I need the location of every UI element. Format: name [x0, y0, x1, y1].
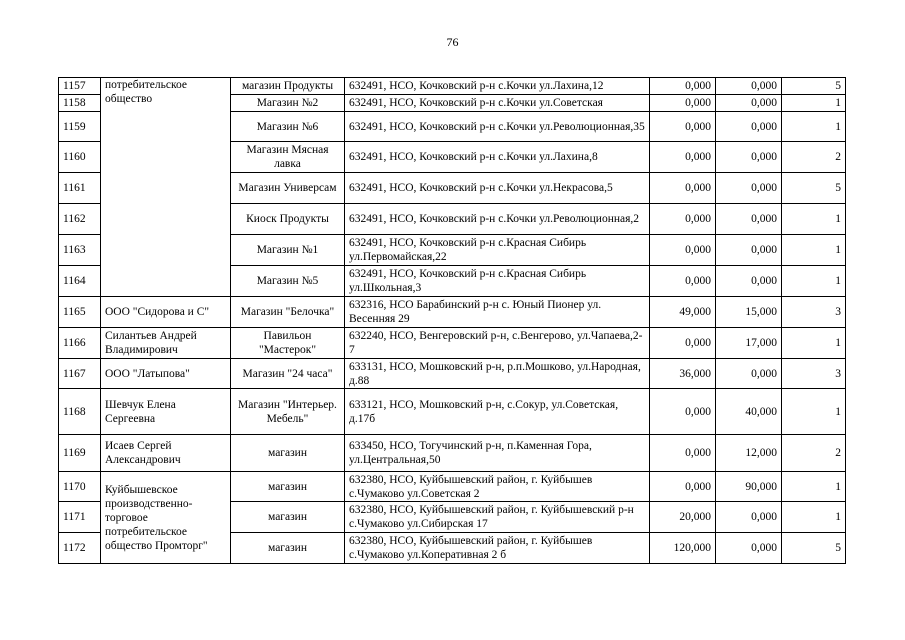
- address-cell: 632491, НСО, Кочковский р-н с.Красная Сибирь ул.Школьная,3: [345, 266, 650, 297]
- value-cell-2: 0,000: [716, 235, 782, 266]
- value-cell-2: 0,000: [716, 173, 782, 204]
- value-cell-1: 0,000: [650, 204, 716, 235]
- table-row: [59, 328, 846, 359]
- value-cell-1: 0,000: [650, 328, 716, 359]
- count-cell: 1: [782, 389, 846, 435]
- address-cell: 632240, НСО, Венгеровский р-н, с.Венгерово, ул.Чапаева,2-7: [345, 328, 650, 359]
- object-cell: магазин: [231, 472, 345, 502]
- address-cell: 632380, НСО, Куйбышевский район, г. Куйбышев с.Чумаково ул.Советская 2: [345, 472, 650, 502]
- value-cell-2: 12,000: [716, 435, 782, 472]
- object-cell: Магазин Универсам: [231, 173, 345, 204]
- address-cell: 632491, НСО, Кочковский р-н с.Красная Сибирь ул.Первомайская,22: [345, 235, 650, 266]
- object-cell: Магазин №1: [231, 235, 345, 266]
- value-cell-1: 49,000: [650, 297, 716, 328]
- value-cell-1: 0,000: [650, 235, 716, 266]
- value-cell-1: 20,000: [650, 502, 716, 533]
- count-cell: 3: [782, 359, 846, 389]
- object-cell: магазин: [231, 533, 345, 564]
- count-cell: 5: [782, 173, 846, 204]
- address-cell: 632380, НСО, Куйбышевский район, г. Куйбышев с.Чумаково ул.Коперативная 2 б: [345, 533, 650, 564]
- count-cell: 3: [782, 297, 846, 328]
- value-cell-1: 0,000: [650, 112, 716, 142]
- count-cell: 1: [782, 266, 846, 297]
- value-cell-2: 90,000: [716, 472, 782, 502]
- value-cell-2: 0,000: [716, 142, 782, 173]
- registry-table: [58, 77, 846, 564]
- row-number: 1172: [59, 533, 101, 564]
- row-number: 1165: [59, 297, 101, 328]
- value-cell-2: 0,000: [716, 78, 782, 95]
- value-cell-1: 0,000: [650, 266, 716, 297]
- address-cell: 633131, НСО, Мошковский р-н, р.п.Мошково, ул.Народная, д.88: [345, 359, 650, 389]
- table-row: [59, 297, 846, 328]
- row-number: 1162: [59, 204, 101, 235]
- address-cell: 632491, НСО, Кочковский р-н с.Кочки ул.Революционная,35: [345, 112, 650, 142]
- row-number: 1158: [59, 95, 101, 112]
- value-cell-2: 40,000: [716, 389, 782, 435]
- address-cell: 632491, НСО, Кочковский р-н с.Кочки ул.Революционная,2: [345, 204, 650, 235]
- address-cell: 632491, НСО, Кочковский р-н с.Кочки ул.Некрасова,5: [345, 173, 650, 204]
- row-number: 1159: [59, 112, 101, 142]
- count-cell: 1: [782, 472, 846, 502]
- row-number: 1164: [59, 266, 101, 297]
- organization-cell: Силантьев Андрей Владимирович: [101, 328, 231, 359]
- table-row: [59, 389, 846, 435]
- value-cell-2: 0,000: [716, 266, 782, 297]
- value-cell-2: 0,000: [716, 502, 782, 533]
- table-row: [59, 435, 846, 472]
- value-cell-2: 0,000: [716, 359, 782, 389]
- object-cell: Павильон "Мастерок": [231, 328, 345, 359]
- table-row: [59, 359, 846, 389]
- value-cell-2: 0,000: [716, 95, 782, 112]
- row-number: 1169: [59, 435, 101, 472]
- object-cell: Магазин №6: [231, 112, 345, 142]
- address-cell: 632316, НСО Барабинский р-н с. Юный Пионер ул. Весенняя 29: [345, 297, 650, 328]
- value-cell-1: 0,000: [650, 173, 716, 204]
- value-cell-2: 17,000: [716, 328, 782, 359]
- object-cell: Магазин "Интерьер. Мебель": [231, 389, 345, 435]
- value-cell-2: 0,000: [716, 533, 782, 564]
- table-row: [59, 472, 846, 502]
- organization-cell: Шевчук Елена Сергеевна: [101, 389, 231, 435]
- object-cell: Магазин №2: [231, 95, 345, 112]
- organization-cell: Исаев Сергей Александрович: [101, 435, 231, 472]
- object-cell: Магазин "24 часа": [231, 359, 345, 389]
- value-cell-2: 0,000: [716, 204, 782, 235]
- count-cell: 2: [782, 142, 846, 173]
- row-number: 1170: [59, 472, 101, 502]
- object-cell: Магазин "Белочка": [231, 297, 345, 328]
- organization-cell: Куйбышевское производственно-торговое потребительское общество Промторг": [101, 472, 231, 564]
- object-cell: магазин: [231, 435, 345, 472]
- count-cell: 1: [782, 95, 846, 112]
- value-cell-1: 0,000: [650, 95, 716, 112]
- address-cell: 632491, НСО, Кочковский р-н с.Кочки ул.Советская: [345, 95, 650, 112]
- address-cell: 633450, НСО, Тогучинский р-н, п.Каменная Гора, ул.Центральная,50: [345, 435, 650, 472]
- row-number: 1171: [59, 502, 101, 533]
- value-cell-2: 15,000: [716, 297, 782, 328]
- value-cell-1: 0,000: [650, 78, 716, 95]
- value-cell-1: 0,000: [650, 142, 716, 173]
- count-cell: 1: [782, 204, 846, 235]
- organization-cell: ООО "Латыпова": [101, 359, 231, 389]
- count-cell: 5: [782, 533, 846, 564]
- count-cell: 1: [782, 328, 846, 359]
- address-cell: 633121, НСО, Мошковский р-н, с.Сокур, ул.Советская, д.17б: [345, 389, 650, 435]
- row-number: 1167: [59, 359, 101, 389]
- table-row: [59, 78, 846, 95]
- value-cell-1: 0,000: [650, 389, 716, 435]
- count-cell: 1: [782, 235, 846, 266]
- organization-cell: потребительское общество: [101, 78, 231, 297]
- address-cell: 632491, НСО, Кочковский р-н с.Кочки ул.Лахина,12: [345, 78, 650, 95]
- organization-cell: ООО "Сидорова и С": [101, 297, 231, 328]
- object-cell: Магазин Мясная лавка: [231, 142, 345, 173]
- object-cell: Киоск Продукты: [231, 204, 345, 235]
- row-number: 1160: [59, 142, 101, 173]
- object-cell: магазин: [231, 502, 345, 533]
- count-cell: 2: [782, 435, 846, 472]
- count-cell: 1: [782, 112, 846, 142]
- value-cell-1: 120,000: [650, 533, 716, 564]
- row-number: 1163: [59, 235, 101, 266]
- address-cell: 632491, НСО, Кочковский р-н с.Кочки ул.Лахина,8: [345, 142, 650, 173]
- object-cell: магазин Продукты: [231, 78, 345, 95]
- page-number: 76: [446, 35, 459, 49]
- row-number: 1166: [59, 328, 101, 359]
- row-number: 1157: [59, 78, 101, 95]
- value-cell-1: 36,000: [650, 359, 716, 389]
- value-cell-1: 0,000: [650, 472, 716, 502]
- row-number: 1168: [59, 389, 101, 435]
- value-cell-2: 0,000: [716, 112, 782, 142]
- object-cell: Магазин №5: [231, 266, 345, 297]
- address-cell: 632380, НСО, Куйбышевский район, г. Куйбышевский р-н с.Чумаково ул.Сибирская 17: [345, 502, 650, 533]
- count-cell: 1: [782, 502, 846, 533]
- row-number: 1161: [59, 173, 101, 204]
- value-cell-1: 0,000: [650, 435, 716, 472]
- count-cell: 5: [782, 78, 846, 95]
